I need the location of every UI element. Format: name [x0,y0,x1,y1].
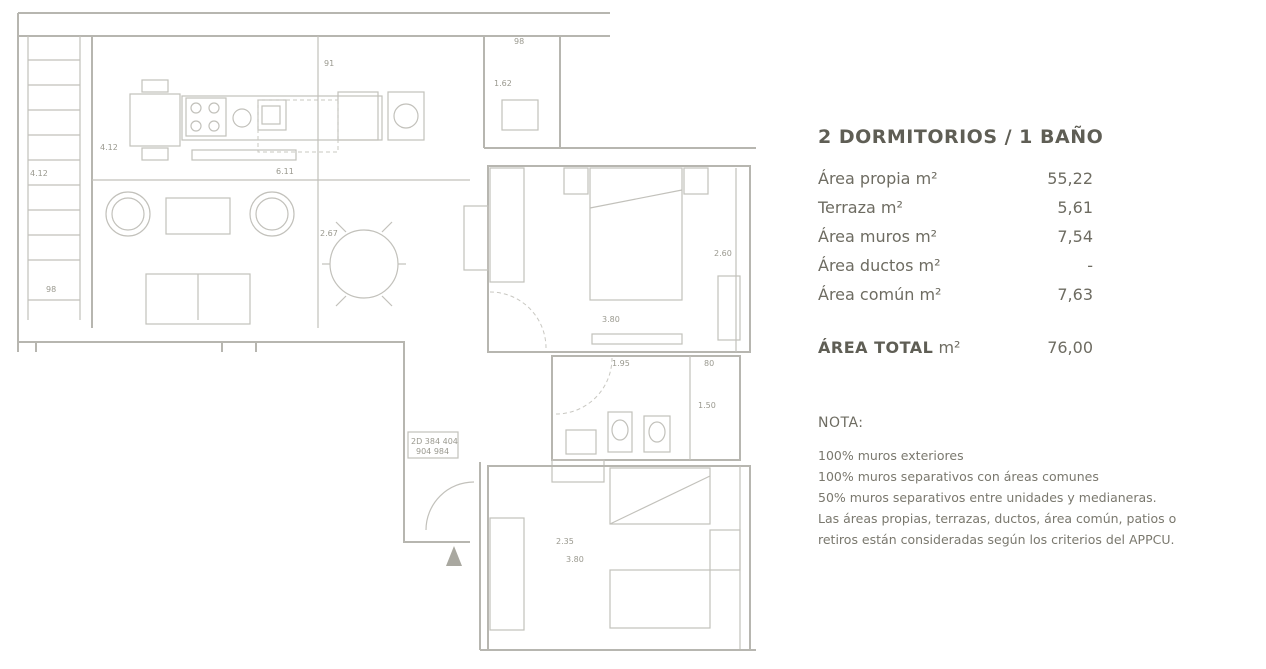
area-value: 55,22 [1047,169,1093,188]
total-label [818,338,960,357]
dim-label: 4.12 [30,169,48,178]
dim-label: 4.12 [100,143,118,152]
nota-title: NOTA: [818,415,864,431]
area-label: Área propia m² [818,169,938,188]
area-row [818,222,1093,251]
duct-label: 904 984 [416,447,450,456]
total-label-unit: m² [938,338,961,357]
note-line: 50% muros separativos entre unidades y medianeras. [818,490,1157,505]
area-label: Área muros m² [818,227,938,246]
dim-label: 91 [324,59,335,68]
area-row [818,280,1093,309]
bathroom [552,356,740,482]
bedroom-1 [464,166,750,352]
area-value: 5,61 [1057,198,1093,217]
dim-label: 1.62 [494,79,512,88]
dim-label: 3.80 [602,315,620,324]
corridor-wall [18,342,470,542]
area-label: Área ductos m² [818,256,941,275]
area-row [818,193,1093,222]
total-label-bold: ÁREA TOTAL [818,338,934,357]
total-value: 76,00 [1047,338,1093,357]
dim-label: 1.50 [698,401,716,410]
area-value: 7,63 [1057,285,1093,304]
dim-label: 6.11 [276,167,294,176]
area-label: Área común m² [818,285,942,304]
note-line: retiros están consideradas según los criterios del APPCU. [818,532,1175,547]
dim-label: 2.60 [714,249,732,258]
area-label: Terraza m² [818,198,903,217]
total-row [818,338,1093,357]
terrace-railing [28,36,80,320]
dim-label: 98 [46,285,57,294]
dim-label: 80 [704,359,715,368]
unit-title: 2 DORMITORIOS / 1 BAÑO [818,126,1104,148]
dim-label: 3.80 [566,555,584,564]
washer [502,100,538,130]
area-row [818,164,1093,193]
dim-label: 2.67 [320,229,338,238]
note-line: 100% muros exteriores [818,448,964,463]
area-value: 7,54 [1057,227,1093,246]
notes-list [818,445,1248,550]
kitchen-counter [182,92,424,160]
area-summary [818,126,1248,550]
duct-label: 2D 384 404 [411,437,458,446]
dim-label: 1.95 [612,359,630,368]
dim-label: 2.35 [556,537,574,546]
area-value: - [1087,256,1093,275]
note-line: Las áreas propias, terrazas, ductos, área común, patios o [818,511,1177,526]
living-furniture [106,192,406,324]
note-line: 100% muros separativos con áreas comunes [818,469,1099,484]
bedroom-2 [488,466,750,650]
dim-label: 98 [514,37,525,46]
area-row [818,251,1093,280]
entry-arrow-icon [446,546,462,566]
dining-table [130,80,180,160]
entry-door-swing [426,482,474,530]
